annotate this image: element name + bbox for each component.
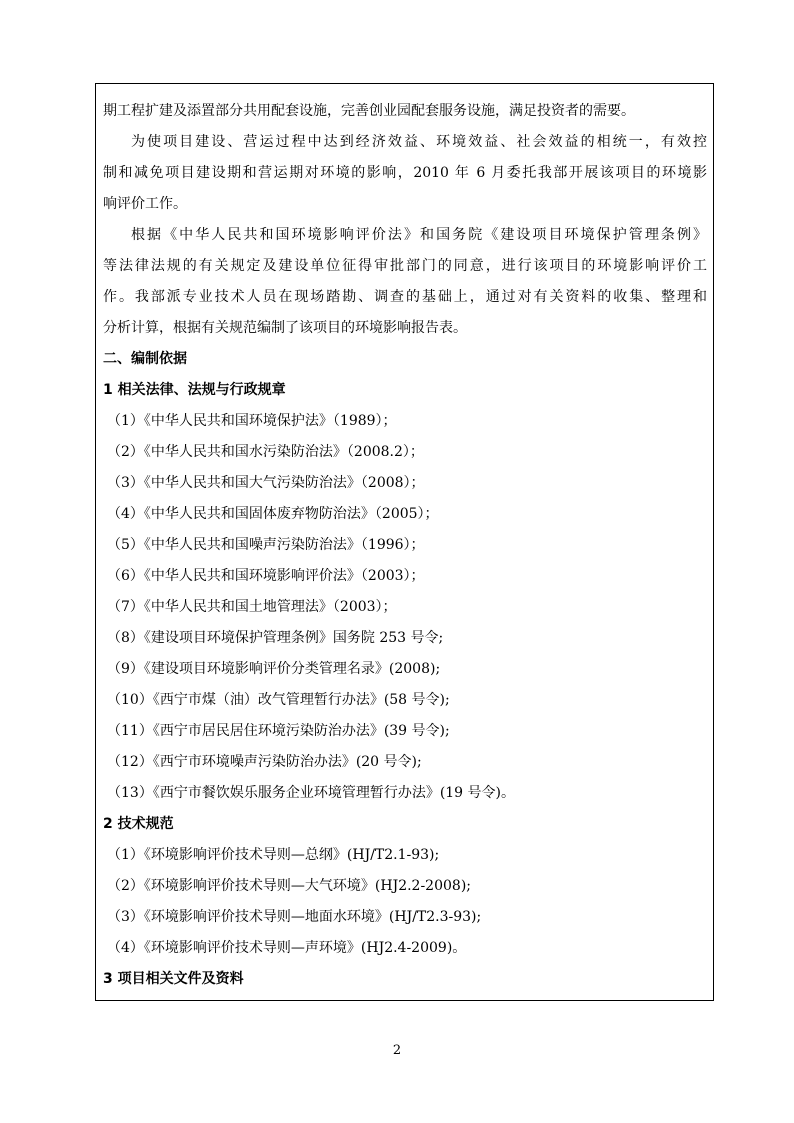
page-number: 2 [392,1043,402,1058]
list-item: （4）《环境影响评价技术导则—声环境》(HJ2.4-2009)。 [107,940,467,956]
paragraph-line: 等法律法规的有关规定及建设单位征得审批部门的同意，进行该项目的环境影响评价工 [103,258,707,274]
list-item: （7）《中华人民共和国土地管理法》（2003）； [107,599,397,615]
subsection-heading: 3 项目相关文件及资料 [103,971,244,987]
list-item: （10）《西宁市煤（油）改气管理暂行办法》(58 号令); [107,692,450,708]
list-item: （12）《西宁市环境噪声污染防治办法》(20 号令); [107,754,422,770]
paragraph-line: 根据《中华人民共和国环境影响评价法》和国务院《建设项目环境保护管理条例》 [131,227,707,243]
list-item: （3）《中华人民共和国大气污染防治法》（2008）； [107,475,425,491]
paragraph-line: 制和减免项目建设期和营运期对环境的影响，2010 年 6 月委托我部开展该项目的环境影 [103,165,707,181]
list-item: （3）《环境影响评价技术导则—地面水环境》(HJ/T2.3-93); [107,909,482,925]
list-item: （6）《中华人民共和国环境影响评价法》（2003）； [107,568,425,584]
paragraph-line: 分析计算，根据有关规范编制了该项目的环境影响报告表。 [103,320,467,336]
list-item: （1）《中华人民共和国环境保护法》（1989）； [107,413,397,429]
list-item: （9）《建设项目环境影响评价分类管理名录》(2008); [107,661,441,677]
list-item: （8）《建设项目环境保护管理条例》国务院 253 号令; [107,630,444,646]
list-item: （5）《中华人民共和国噪声污染防治法》（1996）； [107,537,425,553]
list-item: （13）《西宁市餐饮娱乐服务企业环境管理暂行办法》(19 号令)。 [107,785,516,801]
subsection-heading: 2 技术规范 [103,816,174,832]
paragraph-line: 作。我部派专业技术人员在现场踏勘、调查的基础上，通过对有关资料的收集、整理和 [103,289,707,305]
intro-paragraph-end: 期工程扩建及添置部分共用配套设施，完善创业园配套服务设施，满足投资者的需要。 [103,103,635,119]
list-item: （2）《中华人民共和国水污染防治法》（2008.2）； [107,444,424,460]
section-heading: 二、编制依据 [103,351,187,367]
list-item: （2）《环境影响评价技术导则—大气环境》(HJ2.2-2008); [107,878,471,894]
paragraph-line: 为使项目建设、营运过程中达到经济效益、环境效益、社会效益的相统一，有效控 [131,134,707,150]
list-item: （11）《西宁市居民居住环境污染防治办法》(39 号令); [107,723,450,739]
document-body [103,96,707,995]
list-item: （4）《中华人民共和国固体废弃物防治法》（2005）； [107,506,439,522]
paragraph-line: 响评价工作。 [103,196,187,212]
list-item: （1）《环境影响评价技术导则—总纲》(HJ/T2.1-93); [107,847,440,863]
subsection-heading: 1 相关法律、法规与行政规章 [103,382,286,398]
